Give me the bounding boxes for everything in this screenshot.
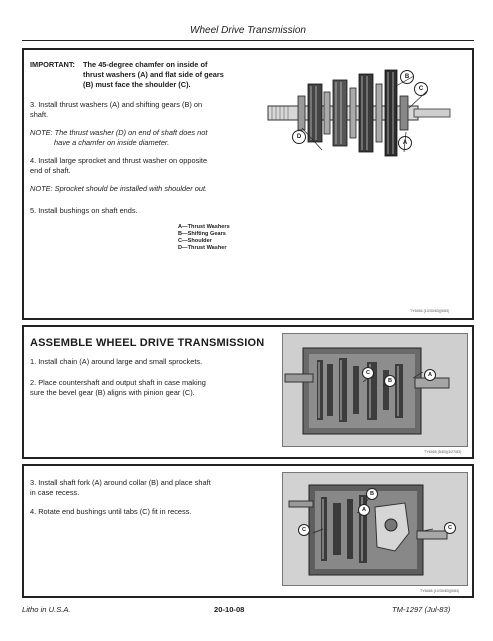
callout-a: A xyxy=(424,369,436,381)
callout-c-right: C xyxy=(444,522,456,534)
step4-line-2: end of shaft. xyxy=(30,166,71,175)
p3-step4: 4. Rotate end bushings until tabs (C) fit in recess. xyxy=(30,507,192,516)
p3-step3-line-1: 3. Install shaft fork (A) around collar (B) and place shaft xyxy=(30,478,211,487)
important-line-1: The 45-degree chamfer on inside of xyxy=(83,60,208,69)
footer-page-number: 20-10-08 xyxy=(214,605,245,614)
step3-line-2: shaft. xyxy=(30,110,49,119)
figure-code-1: TY6464 (10/30/83)(5/83) xyxy=(410,309,450,313)
transmission-photo-1-graphic xyxy=(283,334,468,447)
panel-install-shaft-fork xyxy=(22,464,474,598)
callout-d: D xyxy=(292,130,306,144)
important-label: IMPORTANT: xyxy=(30,60,76,69)
p3-step3-line-2: in case recess. xyxy=(30,488,80,497)
step4-line-1: 4. Install large sprocket and thrust washer on opposite xyxy=(30,156,208,165)
important-line-3: (B) must face the shoulder (C). xyxy=(83,80,191,89)
callout-b: B xyxy=(366,488,378,500)
figure-code-3: TY6466 (10/30/83)(5/83) xyxy=(420,589,460,593)
footer-right: TM-1297 (Jul-83) xyxy=(392,605,451,614)
panel-assemble-transmission xyxy=(22,325,474,459)
transmission-photo-1 xyxy=(282,333,468,447)
p2-step1: 1. Install chain (A) around large and small sprockets. xyxy=(30,357,203,366)
panel-install-washers xyxy=(22,48,474,320)
callout-c-left: C xyxy=(298,524,310,536)
legend-d: D—Thrust Washer xyxy=(178,245,227,251)
callout-a: A xyxy=(398,136,412,150)
callout-c: C xyxy=(414,82,428,96)
callout-b: B xyxy=(384,375,396,387)
p2-step2-line-1: 2. Place countershaft and output shaft in case making xyxy=(30,378,206,387)
step3-line-1: 3. Install thrust washers (A) and shifting gears (B) on xyxy=(30,100,203,109)
important-line-2: thrust washers (A) and flat side of gears xyxy=(83,70,224,79)
callout-c: C xyxy=(362,367,374,379)
note1-line-2: have a chamfer on inside diameter. xyxy=(54,138,170,147)
callout-b: B xyxy=(400,70,414,84)
footer-left: Litho in U.S.A. xyxy=(22,605,71,614)
step5: 5. Install bushings on shaft ends. xyxy=(30,206,138,215)
legend-c: C—Shoulder xyxy=(178,238,212,244)
shaft-gear-illustration xyxy=(264,56,464,172)
p2-step2-line-2: sure the bevel gear (B) aligns with pinion gear (C). xyxy=(30,388,195,397)
note1-line-1: NOTE: The thrust washer (D) on end of shaft does not xyxy=(30,128,208,137)
legend-b: B—Shifting Gears xyxy=(178,231,226,237)
note2: NOTE: Sprocket should be installed with shoulder out. xyxy=(30,184,208,193)
page-header: Wheel Drive Transmission xyxy=(22,22,474,41)
legend-a: A—Thrust Washers xyxy=(178,224,230,230)
section-title: ASSEMBLE WHEEL DRIVE TRANSMISSION xyxy=(30,337,265,349)
callout-a: A xyxy=(358,504,370,516)
figure-code-2: TY6465 (5/83)(3/27/83) xyxy=(424,450,462,454)
